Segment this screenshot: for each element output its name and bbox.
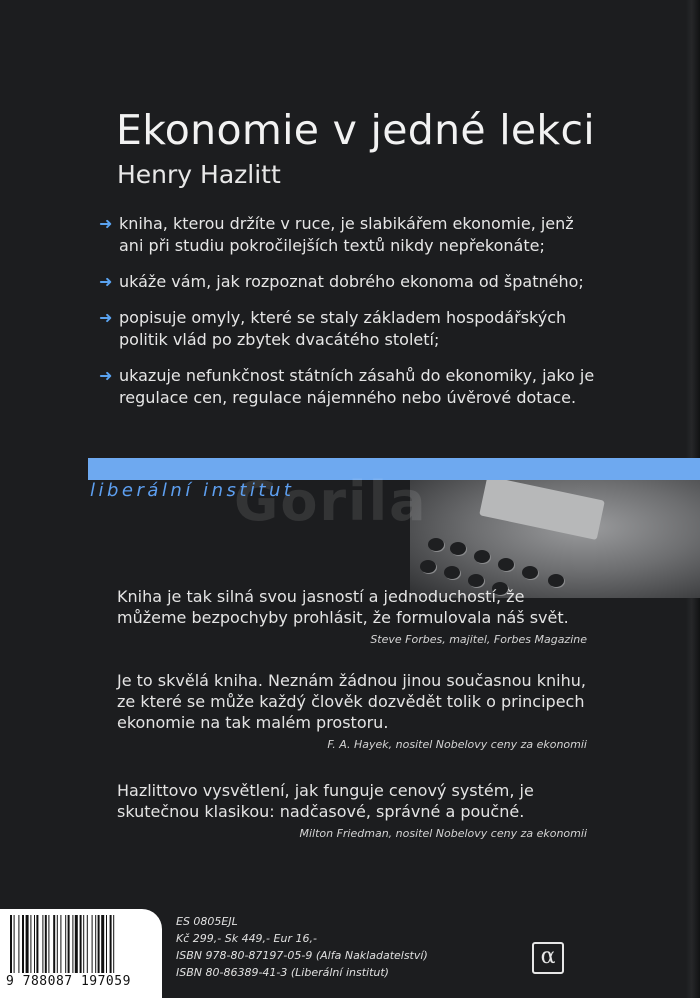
testimonial [117,586,587,646]
publication-info [176,913,428,981]
feature-item [99,213,599,257]
publisher-logo: α [532,942,564,974]
brand-name: liberální institut [90,480,295,501]
feature-item [99,307,599,351]
calculator-key [450,542,466,555]
testimonial [117,670,587,751]
calculator-key [428,538,444,551]
feature-text: ukazuje nefunkčnost státních zásahů do ekonomiky, jako je regulace cen, regulace nájemného nebo úvěrové dotace. [119,366,595,407]
edition-code: ES 0805EJL [176,915,238,928]
feature-text: kniha, kterou držíte v ruce, je slabikářem ekonomie, jenž ani při studiu pokročilejších textů nikdy nepřekonáte; [119,214,574,255]
calculator-key [498,558,514,571]
barcode-icon [10,915,154,973]
feature-item [99,365,599,409]
testimonial [117,780,587,840]
arrow-right-icon: ➜ [99,272,113,291]
calculator-key [444,566,460,579]
brand-band [0,458,700,598]
testimonial-source: Steve Forbes, majitel, Forbes Magazine [370,633,587,646]
isbn-alfa: ISBN 978-80-87197-05-9 (Alfa Nakladatelství) [176,949,428,962]
feature-item [99,271,599,293]
arrow-right-icon: ➜ [99,214,113,233]
calculator-key [474,550,490,563]
calculator-key [420,560,436,573]
testimonial-text: Kniha je tak silná svou jasností a jednoduchostí, že můžeme bezpochyby prohlásit, že formulovala náš svět. [117,587,569,627]
calculator-key [522,566,538,579]
arrow-right-icon: ➜ [99,308,113,327]
price: Kč 299,- Sk 449,- Eur 16,- [176,932,317,945]
book-title: Ekonomie v jedné lekci [116,106,596,154]
testimonial-text: Je to skvělá kniha. Neznám žádnou jinou současnou knihu, ze které se může každý člověk dozvědět tolik o principech ekonomie na tak malém prostoru. [117,671,586,732]
feature-list [99,213,599,423]
barcode-number: 9 788087 197059 [6,974,131,989]
calculator-display [479,480,605,540]
calculator-image [410,480,700,598]
testimonial-source: Milton Friedman, nositel Nobelovy ceny za ekonomii [299,827,587,840]
isbn-institut: ISBN 80-86389-41-3 (Liberální institut) [176,966,389,979]
barcode-panel [0,909,162,998]
feature-text: ukáže vám, jak rozpoznat dobrého ekonoma od špatného; [119,272,584,291]
book-author: Henry Hazlitt [117,160,281,189]
arrow-right-icon: ➜ [99,366,113,385]
testimonial-source: F. A. Hayek, nositel Nobelovy ceny za ekonomii [327,738,587,751]
testimonial-text: Hazlittovo vysvětlení, jak funguje cenový systém, je skutečnou klasikou: nadčasové, správné a poučné. [117,781,534,821]
feature-text: popisuje omyly, které se staly základem hospodářských politik vlád po zbytek dvacátého století; [119,308,567,349]
watermark-logo: Gorila [234,470,428,533]
